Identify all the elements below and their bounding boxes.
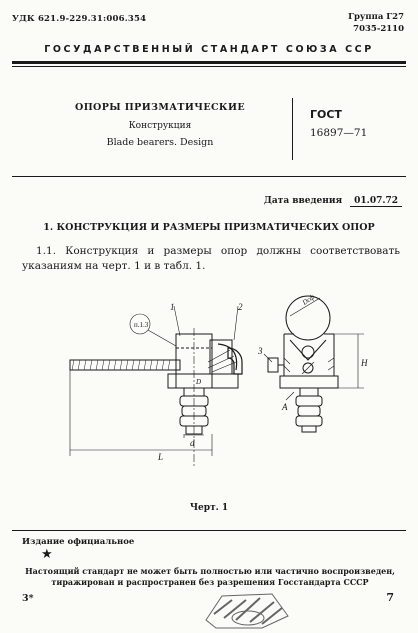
group-label: Группа Г27 <box>348 12 404 22</box>
date-value: 01.07.72 <box>350 196 402 207</box>
subtitle-ru: Конструкция <box>128 121 192 131</box>
standard-banner: ГОСУДАРСТВЕННЫЙ СТАНДАРТ СОЮЗА ССР <box>44 44 374 55</box>
label-3: 3 <box>258 346 263 356</box>
technical-drawing <box>58 288 378 488</box>
label-Dsph: Dсф <box>300 292 317 307</box>
gost-label: ГОСТ <box>310 108 342 121</box>
page-mark: 3* <box>22 593 34 604</box>
divider <box>12 66 406 67</box>
notice-line: Настоящий стандарт не может быть полностью или частично воспроизведен, <box>25 566 395 576</box>
group-code <box>348 11 404 35</box>
label-2: 2 <box>238 302 243 312</box>
document-title: ОПОРЫ ПРИЗМАТИЧЕСКИЕ <box>75 102 245 113</box>
classifier-code: 7035-2110 <box>353 24 404 34</box>
dimensions-right <box>264 298 364 400</box>
page-number: 7 <box>386 591 394 604</box>
udk-code: УДК 621.9-229.31:006.354 <box>12 14 147 24</box>
figure-caption: Черт. 1 <box>189 503 229 513</box>
subtitle-en: Blade bearers. Design <box>106 137 214 148</box>
dimensions-left <box>70 306 238 456</box>
copyright-notice <box>20 566 400 588</box>
effective-date <box>264 196 402 207</box>
date-label: Дата введения <box>263 196 343 206</box>
gost-number: 16897—71 <box>310 127 368 139</box>
label-H: H <box>361 358 368 368</box>
side-view <box>268 296 338 432</box>
body-paragraph: 1.1. Конструкция и размеры опор должны соответствовать указаниям на черт. 1 и в табл. 1. <box>22 245 400 272</box>
label-L: L <box>158 452 164 462</box>
library-stamp <box>202 590 292 630</box>
label-d: d <box>190 438 195 448</box>
official-edition: Издание официальное <box>22 537 135 547</box>
gost-block <box>310 108 367 139</box>
notice-line: тиражирован и распространен без разрешения Госстандарта СССР <box>51 577 369 587</box>
clamp <box>208 340 242 374</box>
section-title: 1. КОНСТРУКЦИЯ И РАЗМЕРЫ ПРИЗМАТИЧЕСКИХ ОПОР <box>43 222 375 233</box>
label-A: A <box>282 402 288 412</box>
label-1: 1 <box>170 302 175 312</box>
threaded-rod <box>70 360 180 370</box>
divider <box>292 98 293 160</box>
star-icon: ★ <box>41 547 53 562</box>
divider <box>12 61 406 64</box>
label-D: D <box>196 378 202 386</box>
ref-label: п.1.3 <box>134 321 149 329</box>
title-block <box>70 102 250 148</box>
divider <box>12 530 406 531</box>
divider <box>12 176 406 177</box>
